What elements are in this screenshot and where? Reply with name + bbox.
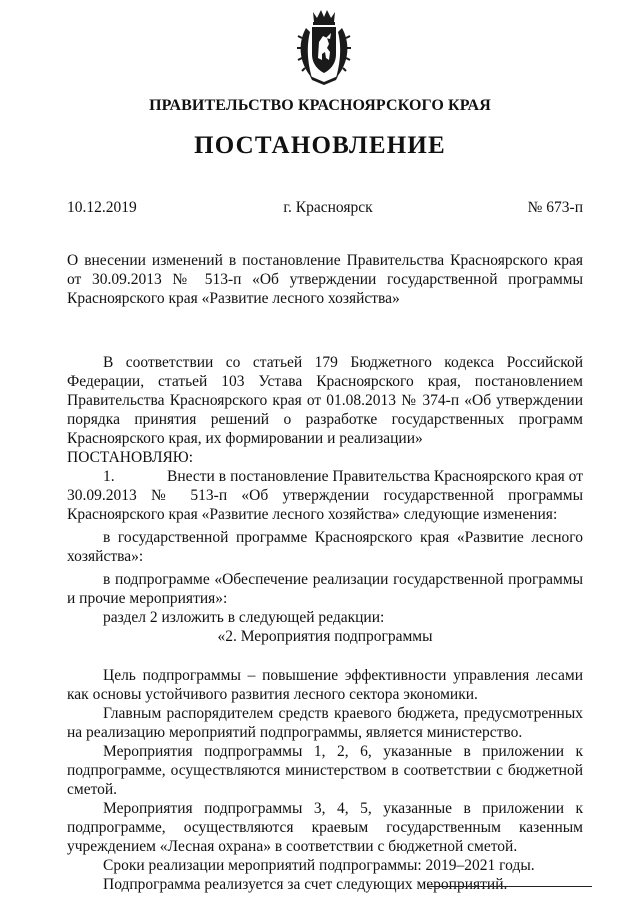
section-title: «2. Мероприятия подпрограммы <box>217 628 433 645</box>
document-subject: О внесении изменений в постановление Правительства Красноярского края от 30.09.2013 № 513-п «Об утверждении государственной программы Красноярского края «Развитие лесного хозяйства» <box>67 252 583 307</box>
resolve-line: ПОСТАНОВЛЯЮ: <box>67 449 194 466</box>
document-city: г. Красноярск <box>283 199 373 216</box>
krasnoyarsk-coat-of-arms-icon <box>296 8 352 86</box>
paragraph-activities-institution: Мероприятия подпрограммы 3, 4, 5, указанные в приложении к подпрограмме, осуществляются краевым государственным казенным учреждением «Лесная охрана» в соответствии с бюджетной сметой. <box>67 800 583 855</box>
government-name: ПРАВИТЕЛЬСТВО КРАСНОЯРСКОГО КРАЯ <box>149 97 491 114</box>
paragraph-subprogram: в подпрограмме «Обеспечение реализации государственной программы и прочие мероприятия»: <box>67 571 583 607</box>
item-1-number: 1. <box>103 468 115 485</box>
footer-rule <box>428 886 592 887</box>
paragraph-goal: Цель подпрограммы – повышение эффективности управления лесами как основы устойчивого развития лесного сектора экономики. <box>67 667 583 703</box>
paragraph-manager: Главным распорядителем средств краевого бюджета, предусмотренных на реализацию мероприятий подпрограммы, является министерство. <box>67 705 583 741</box>
paragraph-implementation: Подпрограмма реализуется за счет следующих мероприятий. <box>103 876 508 893</box>
document-body <box>67 353 583 894</box>
item-1-paragraph <box>67 467 583 524</box>
preamble-paragraph: В соответствии со статьей 179 Бюджетного кодекса Российской Федерации, статьей 103 Устава Красноярского края, постановлением Правительства Красноярского края от 01.08.2013 № 374-п «Об утверждении порядка принятия решений о разработке государственных программ Красноярского края, их формировании и реализации» <box>67 354 583 447</box>
paragraph-activities-ministry: Мероприятия подпрограммы 1, 2, 6, указанные в приложении к подпрограмме, осуществляются министерством в соответствии с бюджетной сметой. <box>67 743 583 798</box>
paragraph-program: в государственной программе Красноярского края «Развитие лесного хозяйства»: <box>67 529 583 565</box>
document-type-title: ПОСТАНОВЛЕНИЕ <box>194 132 446 159</box>
item-1-text: Внести в постановление Правительства Красноярского края от 30.09.2013 № 513-п «Об утверждении государственной программы Красноярского края «Развитие лесного хозяйства» следующие изменения: <box>67 468 583 523</box>
document-date: 10.12.2019 <box>67 199 137 216</box>
document-number: № 673-п <box>527 199 583 216</box>
paragraph-section-intro: раздел 2 изложить в следующей редакции: <box>103 609 385 626</box>
paragraph-timeframe: Сроки реализации мероприятий подпрограммы: 2019–2021 годы. <box>103 857 535 874</box>
